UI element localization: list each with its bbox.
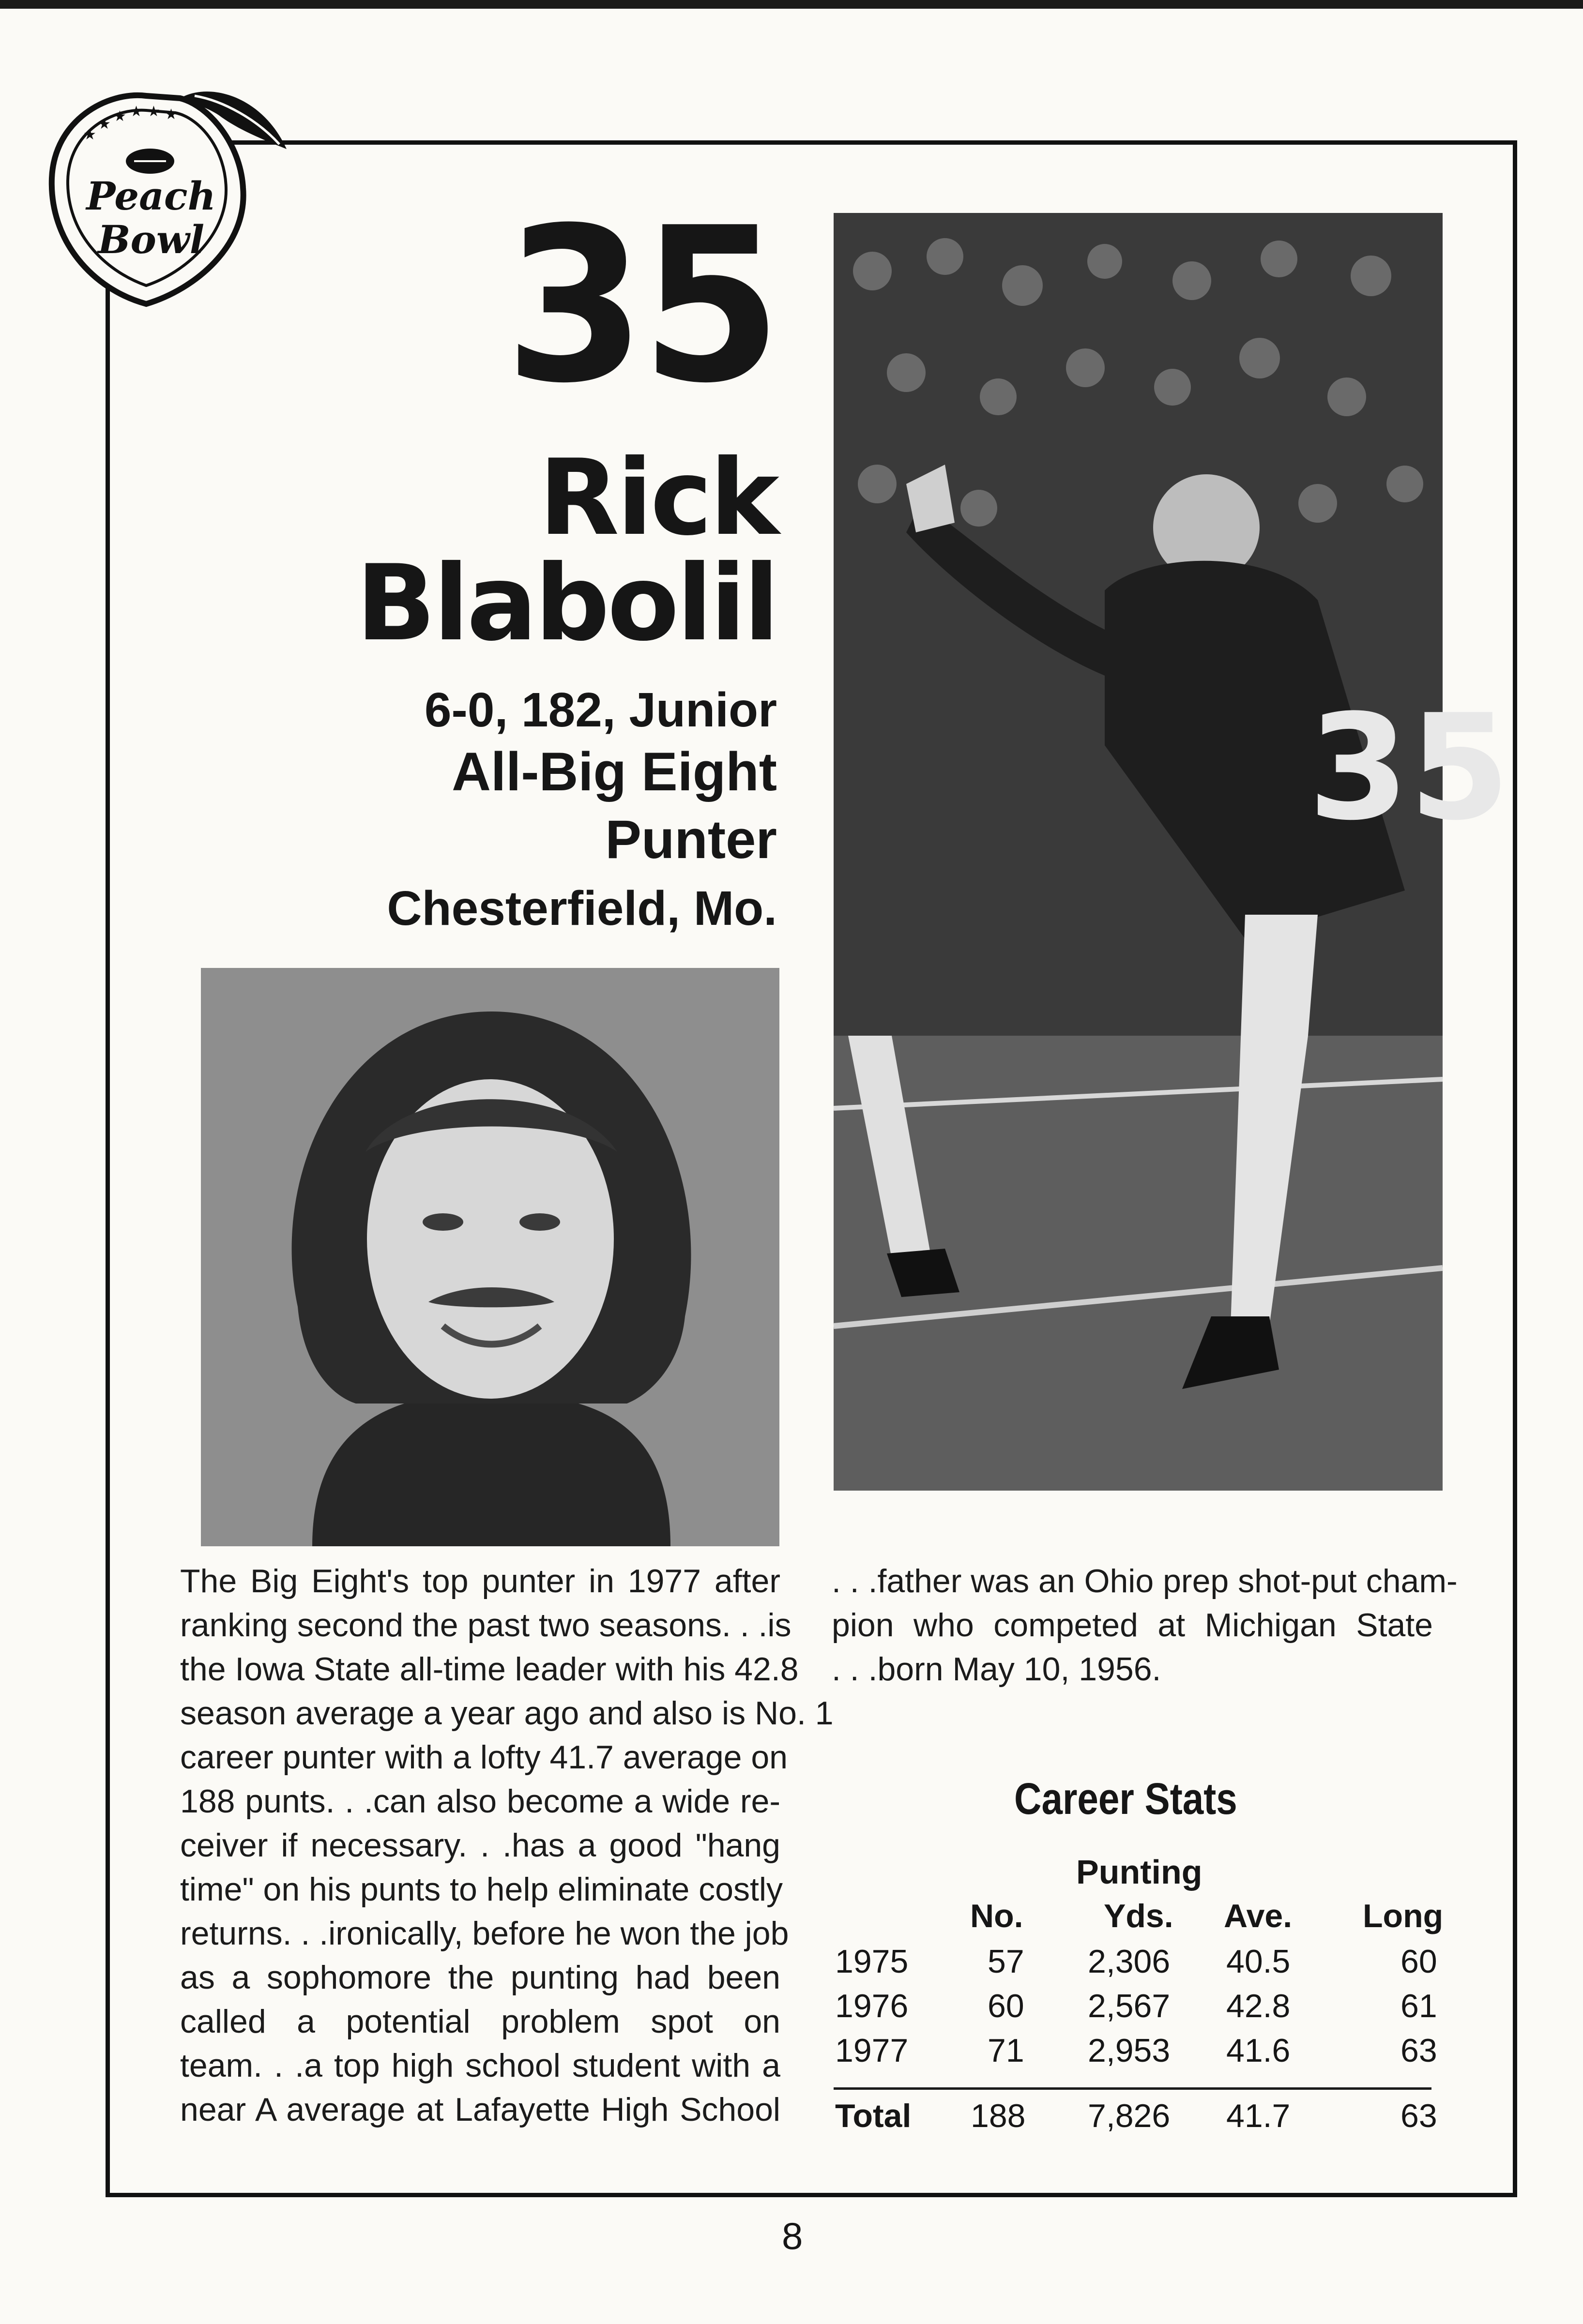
bio-line: returns. . .ironically, before he won the job xyxy=(180,1915,789,1952)
bio-line: 188 punts. . .can also become a wide re- xyxy=(180,1783,780,1820)
svg-text:★: ★ xyxy=(83,126,96,143)
bio-line: near A average at Lafayette High School xyxy=(180,2091,780,2128)
bio-line: career punter with a lofty 41.7 average on xyxy=(180,1739,788,1776)
total-yds: 7,826 xyxy=(1088,2098,1171,2134)
bio-column-1 xyxy=(180,1559,834,2132)
stat-no: 71 xyxy=(988,2032,1024,2069)
svg-text:35: 35 xyxy=(1308,683,1510,852)
stat-year: 1977 xyxy=(835,2032,909,2069)
total-divider xyxy=(834,2087,1431,2090)
svg-text:★: ★ xyxy=(113,108,126,125)
stat-year: 1975 xyxy=(835,1943,909,1980)
svg-text:★: ★ xyxy=(130,103,143,120)
col-header-yds: Yds. xyxy=(1104,1898,1173,1934)
bio-line: called a potential problem spot on xyxy=(180,2003,780,2040)
stat-ave: 41.6 xyxy=(1226,2032,1291,2069)
player-position: Punter xyxy=(605,809,777,870)
svg-text:★: ★ xyxy=(147,103,160,120)
bio-line: . . .born May 10, 1956. xyxy=(832,1651,1161,1688)
total-label: Total xyxy=(835,2098,912,2134)
stat-yds: 2,953 xyxy=(1088,2032,1171,2069)
page-number: 8 xyxy=(782,2215,803,2257)
first-name: Rick xyxy=(538,437,777,558)
svg-text:★: ★ xyxy=(98,116,111,133)
bio-line: time" on his punts to help eliminate costly xyxy=(180,1871,783,1908)
bio-line: ceiver if necessary. . .has a good "hang xyxy=(180,1827,780,1864)
headshot-photo xyxy=(201,968,779,1546)
stat-long: 61 xyxy=(1400,1988,1437,2024)
action-photo xyxy=(834,213,1510,1491)
stat-no: 57 xyxy=(988,1943,1024,1980)
last-name: Blabolil xyxy=(356,543,777,664)
punting-label: Punting xyxy=(1076,1853,1202,1891)
stat-ave: 40.5 xyxy=(1226,1943,1291,1980)
svg-text:★: ★ xyxy=(165,106,178,123)
bio-line: the Iowa State all-time leader with his 42.8 xyxy=(180,1651,799,1688)
col-header-long: Long xyxy=(1363,1898,1444,1934)
player-name xyxy=(356,437,777,664)
bio-column-2 xyxy=(832,1559,1458,1691)
bio-line: The Big Eight's top punter in 1977 after xyxy=(180,1563,780,1600)
stat-ave: 42.8 xyxy=(1226,1988,1291,2024)
col-header-no: No. xyxy=(970,1898,1023,1934)
col-header-ave: Ave. xyxy=(1224,1898,1293,1934)
total-ave: 41.7 xyxy=(1226,2098,1291,2134)
stat-yds: 2,567 xyxy=(1088,1988,1171,2024)
player-vitals: 6-0, 182, Junior xyxy=(424,683,777,737)
logo-peach-text: Peach xyxy=(86,173,216,219)
total-long: 63 xyxy=(1400,2098,1437,2134)
top-edge-line xyxy=(0,0,1583,9)
bio-line: pion who competed at Michigan State xyxy=(832,1607,1433,1644)
logo-bowl-text: Bowl xyxy=(97,217,205,262)
stat-year: 1976 xyxy=(835,1988,909,2024)
stat-long: 60 xyxy=(1400,1943,1437,1980)
bio-line: ranking second the past two seasons. . .is xyxy=(180,1607,792,1644)
stat-yds: 2,306 xyxy=(1088,1943,1171,1980)
stat-long: 63 xyxy=(1400,2032,1437,2069)
peach-bowl-logo xyxy=(35,76,306,318)
stat-no: 60 xyxy=(988,1988,1024,2024)
bio-line: as a sophomore the punting had been xyxy=(180,1959,780,1996)
bio-line: team. . .a top high school student with a xyxy=(180,2047,780,2084)
total-no: 188 xyxy=(971,2098,1026,2134)
jersey-number: 35 xyxy=(504,182,777,430)
player-honor: All-Big Eight xyxy=(452,741,777,802)
career-stats-title: Career Stats xyxy=(1014,1774,1237,1824)
bio-line: . . .father was an Ohio prep shot-put cham- xyxy=(832,1563,1458,1600)
player-hometown: Chesterfield, Mo. xyxy=(387,881,777,936)
bio-line: season average a year ago and also is No. 1 xyxy=(180,1695,834,1732)
